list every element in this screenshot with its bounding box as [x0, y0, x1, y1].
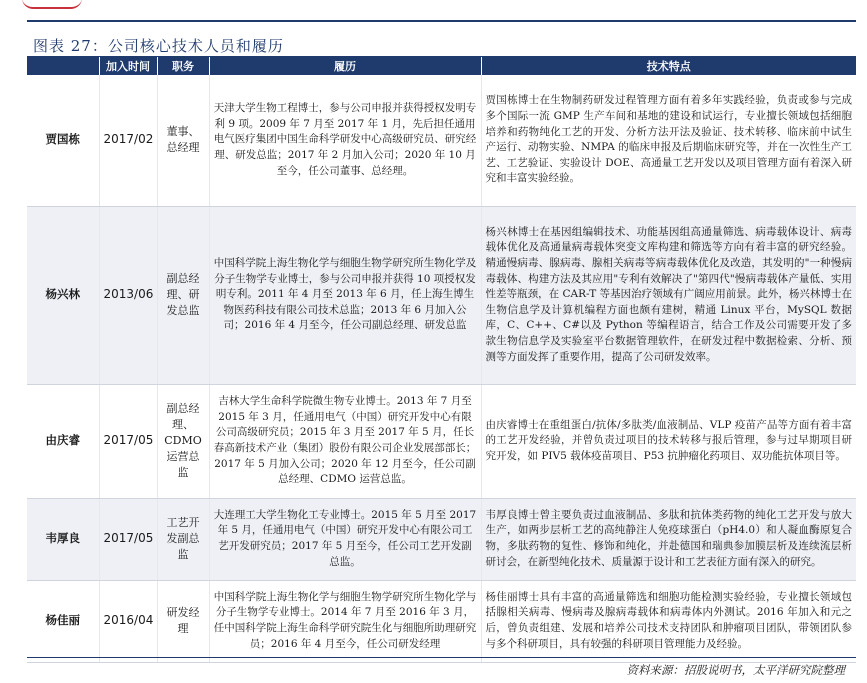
join-date: 2017/05 — [99, 384, 157, 498]
person-name: 杨佳丽 — [27, 580, 99, 662]
header-join-date: 加入时间 — [99, 57, 157, 75]
header-features: 技术特点 — [481, 57, 856, 75]
features: 由庆睿博士在重组蛋白/抗体/多肽类/血液制品、VLP 疫苗产品等方面有着丰富的工艺开发经验，并曾负责过项目的技术转移与报后管理，参与过早期项目研究开发，如 PIV5 载体疫苗项目、P53 抗肿瘤化药项目、双功能抗体项目等。 — [481, 384, 856, 498]
person-name: 贾国栋 — [27, 75, 99, 206]
table-row — [27, 498, 856, 580]
join-date: 2013/06 — [99, 206, 157, 384]
staff-table — [27, 57, 856, 663]
join-date: 2017/05 — [99, 498, 157, 580]
position: 董事、总经理 — [157, 75, 209, 206]
table-header-row — [27, 57, 856, 75]
person-name: 由庆睿 — [27, 384, 99, 498]
position: 副总经理、CDMO 运营总监 — [157, 384, 209, 498]
join-date: 2017/02 — [99, 75, 157, 206]
header-position: 职务 — [157, 57, 209, 75]
features: 杨佳丽博士具有丰富的高通量筛选和细胞功能检测实验经验，专业擅长领域包括腺相关病毒、慢病毒及腺病毒载体和病毒体内外测试。2016 年加入和元之后，曾负责组建、发展和培养公司技术支持团队和肿瘤项目团队，带领团队参与多个科研项目，具有较强的科研项目管理能力及经验。 — [481, 580, 856, 662]
source-note: 资料来源：招股说明书，太平洋研究院整理 — [626, 663, 845, 677]
resume: 中国科学院上海生物化学与细胞生物学研究所生物化学及分子生物学专业博士，参与公司申报并获得 10 项授权发明专利。2011 年 4 月至 2013 年 6 月，任上海生博生物医药科技有限公司技术总监；2013 年 6 月加入公司；2016 年 4 月至今，任公司副总经理、研发总监 — [209, 206, 481, 384]
position: 副总经理、研发总监 — [157, 206, 209, 384]
join-date: 2016/04 — [99, 580, 157, 662]
features: 韦厚良博士曾主要负责过血液制品、多肽和抗体类药物的纯化工艺开发与放大生产，如两步层析工艺的高纯静注人免疫球蛋白（pH4.0）和人凝血酶原复合物，多肽药物的复性、修饰和纯化，并赴德国和瑞典参加膜层析及连续流层析研讨会，在新型纯化技术、质量源于设计和工艺表征方面有深入的研究。 — [481, 498, 856, 580]
position: 工艺开发副总监 — [157, 498, 209, 580]
header-decoration — [0, 0, 867, 26]
header-name — [27, 57, 99, 75]
bottom-rule — [27, 657, 856, 658]
header-resume: 履历 — [209, 57, 481, 75]
person-name: 韦厚良 — [27, 498, 99, 580]
table-row — [27, 206, 856, 384]
header-line — [27, 20, 856, 22]
resume: 吉林大学生命科学院微生物专业博士。2013 年 7 月至 2015 年 3 月，任通用电气（中国）研究开发中心有限公司高级研究员；2015 年 3 月至 2017 年 5 月，任长春高新技术产业（集团）股份有限公司企业发展部部长；2017 年 5 月加入公司；2020 年 12 月至今，任公司副总经理、CDMO 运营总监。 — [209, 384, 481, 498]
resume: 中国科学院上海生物化学与细胞生物学研究所生物化学与分子生物学专业博士。2014 年 7 月至 2016 年 3 月，任中国科学院上海生命科学研究院生化与细胞所助理研究员；2016 年 4 月至今，任公司研发经理 — [209, 580, 481, 662]
figure-title: 图表 27：公司核心技术人员和履历 — [33, 37, 284, 55]
person-name: 杨兴林 — [27, 206, 99, 384]
table-row — [27, 384, 856, 498]
resume: 天津大学生物工程博士，参与公司申报并获得授权发明专利 9 项。2009 年 7 月至 2017 年 1 月，先后担任通用电气医疗集团中国生命科学研发中心高级研究员、研究经理、研发总监；2017 年 2 月加入公司；2020 年 10 月至今，任公司董事、总经理。 — [209, 75, 481, 206]
table-row — [27, 75, 856, 206]
resume: 大连理工大学生物化工专业博士。2015 年 5 月至 2017 年 5 月，任通用电气（中国）研究开发中心有限公司工艺开发研究员；2017 年 5 月至今，任公司工艺开发副总监。 — [209, 498, 481, 580]
table-row — [27, 580, 856, 662]
header-arc — [22, 0, 82, 9]
position: 研发经理 — [157, 580, 209, 662]
features: 贾国栋博士在生物制药研发过程管理方面有着多年实践经验，负责或参与完成多个国际一流 GMP 生产车间和基地的建设和试运行，专业擅长领域包括细胞培养和药物纯化工艺的开发、分析方法开法及验证、技术转移、临床前中试生产运行、动物实验、NMPA 的临床申报及后期临床研究等，并在一次性生产工艺、工艺验证、实验设计 DOE、高通量工艺开发以及项目管理方面有着深入研究和丰富实验经验。 — [481, 75, 856, 206]
features: 杨兴林博士在基因组编辑技术、功能基因组高通量筛选、病毒载体设计、病毒载体优化及高通量病毒载体突变文库构建和筛选等方向有着丰富的研究经验。精通慢病毒、腺病毒、腺相关病毒等病毒载体优化及改造，其发明的"一种慢病毒载体、构建方法及其应用"专利有效解决了"第四代"慢病毒载体产量低、实用性差等瓶颈，在 CAR-T 等基因治疗领域有广阔应用前景。此外，杨兴林博士在生物信息学及计算机编程方面也颇有建树，精通 Linux 平台，MySQL 数据库，C、C++、C#以及 Python 等编程语言，结合工作及公司需要开发了多款生物信息学及实验室平台数据管理软件，在研发过程中数据检索、分析、预测等方面发挥了重要作用，提高了公司研发效率。 — [481, 206, 856, 384]
